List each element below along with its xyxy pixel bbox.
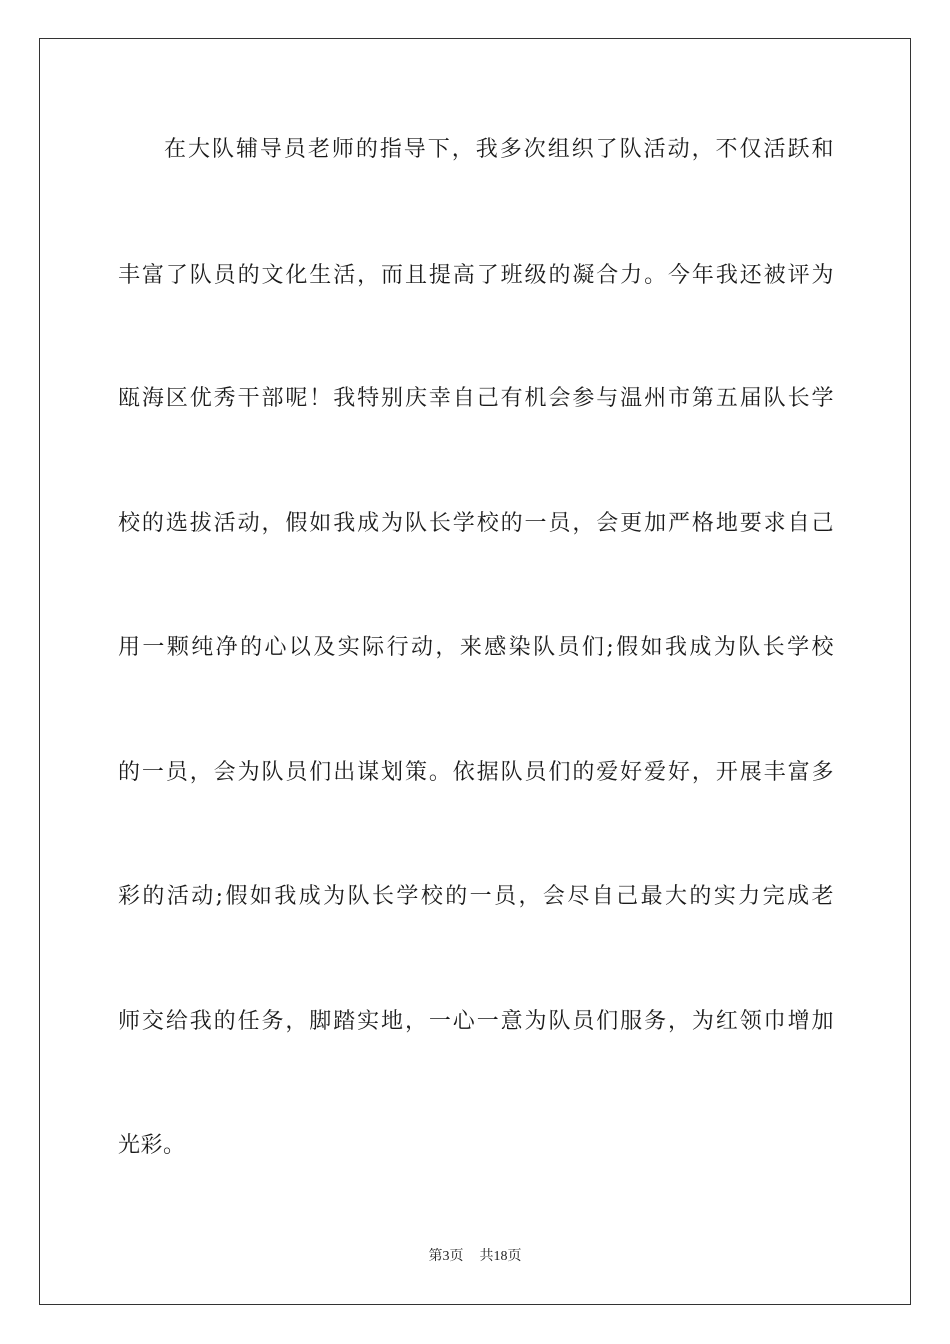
body-line-5: 用一颗纯净的心以及实际行动，来感染队员们;假如我成为队长学校 — [118, 635, 834, 660]
page-footer — [0, 1248, 950, 1266]
body-line-3: 瓯海区优秀干部呢！我特别庆幸自己有机会参与温州市第五届队长学 — [118, 386, 834, 411]
body-line-4: 校的选拔活动，假如我成为队长学校的一员，会更加严格地要求自己 — [118, 511, 834, 536]
body-line-7: 彩的活动;假如我成为队长学校的一员，会尽自己最大的实力完成老 — [118, 884, 834, 909]
body-line-8: 师交给我的任务，脚踏实地，一心一意为队员们服务，为红领巾增加 — [118, 1009, 834, 1034]
page-frame — [39, 38, 911, 1305]
body-line-6: 的一员，会为队员们出谋划策。依据队员们的爱好爱好，开展丰富多 — [118, 760, 834, 785]
page-number: 第3页 — [428, 1249, 464, 1264]
body-line-2: 丰富了队员的文化生活，而且提高了班级的凝合力。今年我还被评为 — [118, 263, 834, 288]
body-line-1: 在大队辅导员老师的指导下，我多次组织了队活动，不仅活跃和 — [164, 137, 834, 162]
total-pages: 共18页 — [479, 1249, 522, 1264]
body-line-9: 光彩。 — [118, 1133, 186, 1158]
